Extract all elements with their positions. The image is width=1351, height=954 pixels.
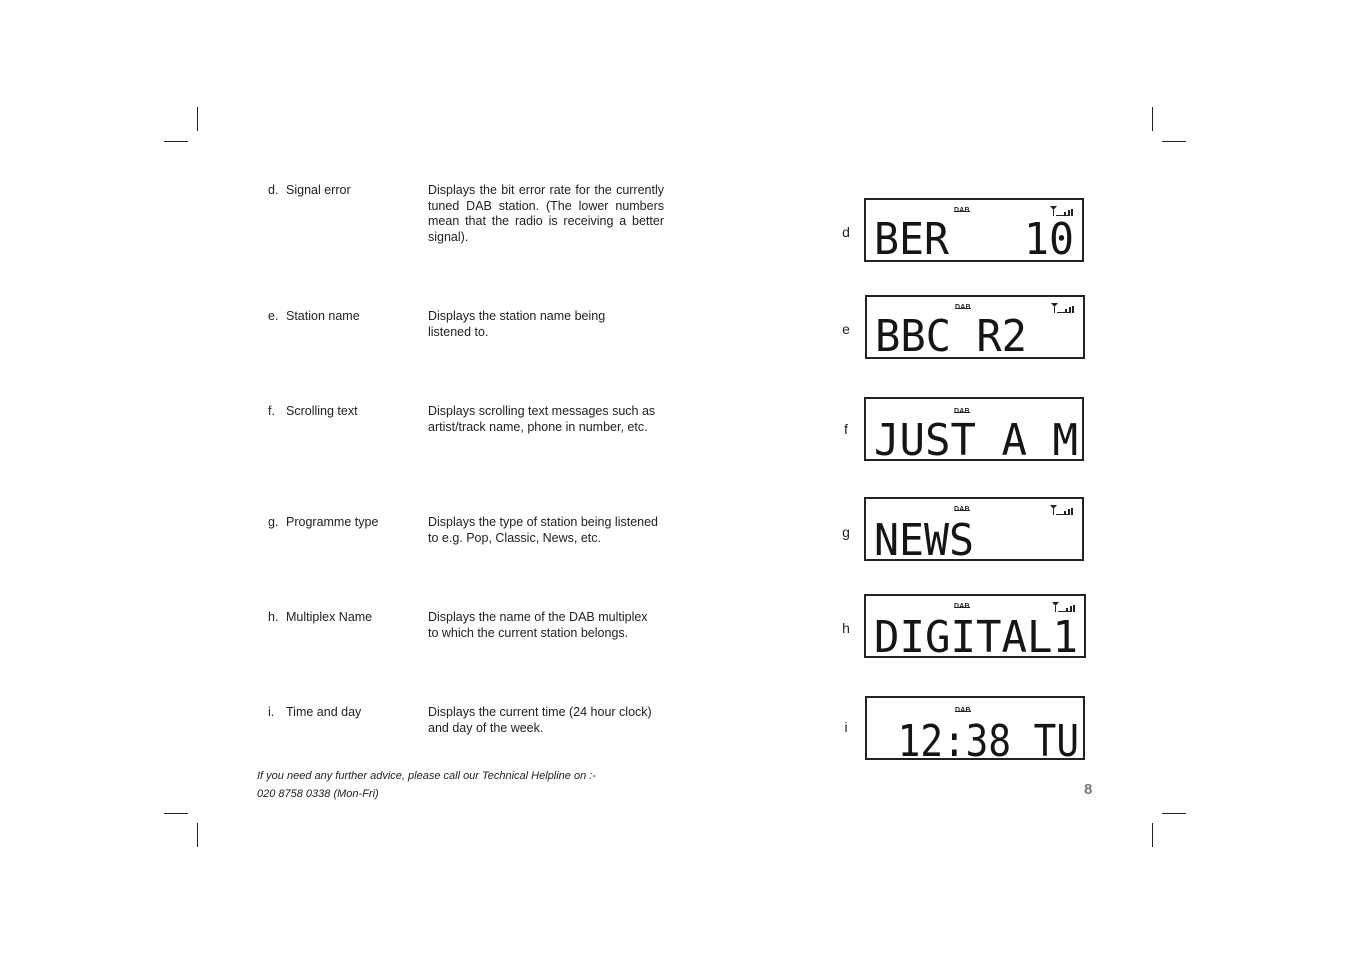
lcd-text: BBC R2 [875, 311, 1027, 362]
lcd-display-station-name [865, 295, 1085, 362]
entry-description: Displays the bit error rate for the currently tuned DAB station. (The lower numbers mean that the radio is receiving a better signal). [428, 183, 664, 244]
crop-mark [197, 823, 198, 847]
display-letter: e [842, 321, 850, 337]
crop-mark [1162, 141, 1186, 142]
dab-indicator: DAB [954, 408, 970, 415]
lcd-display-multiplex-name [864, 594, 1086, 663]
entry-label [268, 610, 428, 626]
entry-title: Signal error [286, 183, 351, 197]
display-letter: f [844, 421, 848, 437]
lcd-text: 12:38 TU [875, 716, 1079, 767]
lcd-text: NEWS [874, 515, 974, 566]
entry-label [268, 404, 428, 420]
crop-mark [197, 107, 198, 131]
segment-text [875, 311, 1079, 362]
lcd-display-time-and-day [865, 696, 1085, 767]
entry-title: Station name [286, 309, 360, 323]
lcd-text: JUST A M [874, 415, 1078, 466]
display-letter: d [842, 224, 850, 240]
entry-label [268, 515, 428, 531]
lcd-text: BER 10 [874, 214, 1074, 265]
entry-letter: f. [268, 404, 275, 418]
entry-label [268, 309, 428, 325]
dab-indicator: DAB [955, 304, 971, 311]
page-number: 8 [1084, 781, 1093, 798]
lcd-display-programme-type [864, 497, 1084, 566]
entry-title: Scrolling text [286, 404, 358, 418]
entry-description: Displays the type of station being listened to e.g. Pop, Classic, News, etc. [428, 515, 658, 545]
entry-label [268, 183, 428, 199]
crop-mark [164, 813, 188, 814]
dab-indicator: DAB [954, 506, 970, 513]
lcd-display-scrolling-text [864, 397, 1084, 466]
entry-title: Multiplex Name [286, 610, 373, 624]
entry-letter: i. [268, 705, 275, 719]
dab-indicator: DAB [954, 603, 970, 610]
entry-letter: g. [268, 515, 279, 529]
lcd-display-signal-error [864, 198, 1084, 265]
dab-indicator: DAB [955, 707, 971, 714]
segment-text [874, 513, 1078, 566]
crop-mark [1152, 107, 1153, 131]
entry-description: Displays the current time (24 hour clock) and day of the week. [428, 705, 652, 735]
helpline-number: 020 8758 0338 (Mon-Fri) [257, 788, 379, 800]
entry-title: Programme type [286, 515, 379, 529]
segment-text [874, 214, 1078, 265]
entry-letter: d. [268, 183, 279, 197]
entry-label [268, 705, 428, 721]
segment-text [874, 610, 1078, 663]
display-letter: i [844, 719, 848, 735]
entry-title: Time and day [286, 705, 362, 719]
segment-text [874, 413, 1078, 466]
crop-mark [1162, 813, 1186, 814]
helpline-text: If you need any further advice, please call our Technical Helpline on :- [257, 770, 596, 782]
entry-letter: h. [268, 610, 279, 624]
segment-text [875, 712, 1079, 767]
display-letter: h [842, 620, 850, 636]
dab-indicator: DAB [954, 207, 970, 214]
crop-mark [164, 141, 188, 142]
entry-description: Displays the station name being listened to. [428, 309, 606, 339]
entry-letter: e. [268, 309, 279, 323]
lcd-text: DIGITAL1 [874, 612, 1078, 663]
entry-description: Displays scrolling text messages such as artist/track name, phone in number, etc. [428, 404, 656, 434]
display-letter: g [842, 524, 850, 540]
crop-mark [1152, 823, 1153, 847]
entry-description: Displays the name of the DAB multiplex to which the current station belongs. [428, 610, 648, 640]
